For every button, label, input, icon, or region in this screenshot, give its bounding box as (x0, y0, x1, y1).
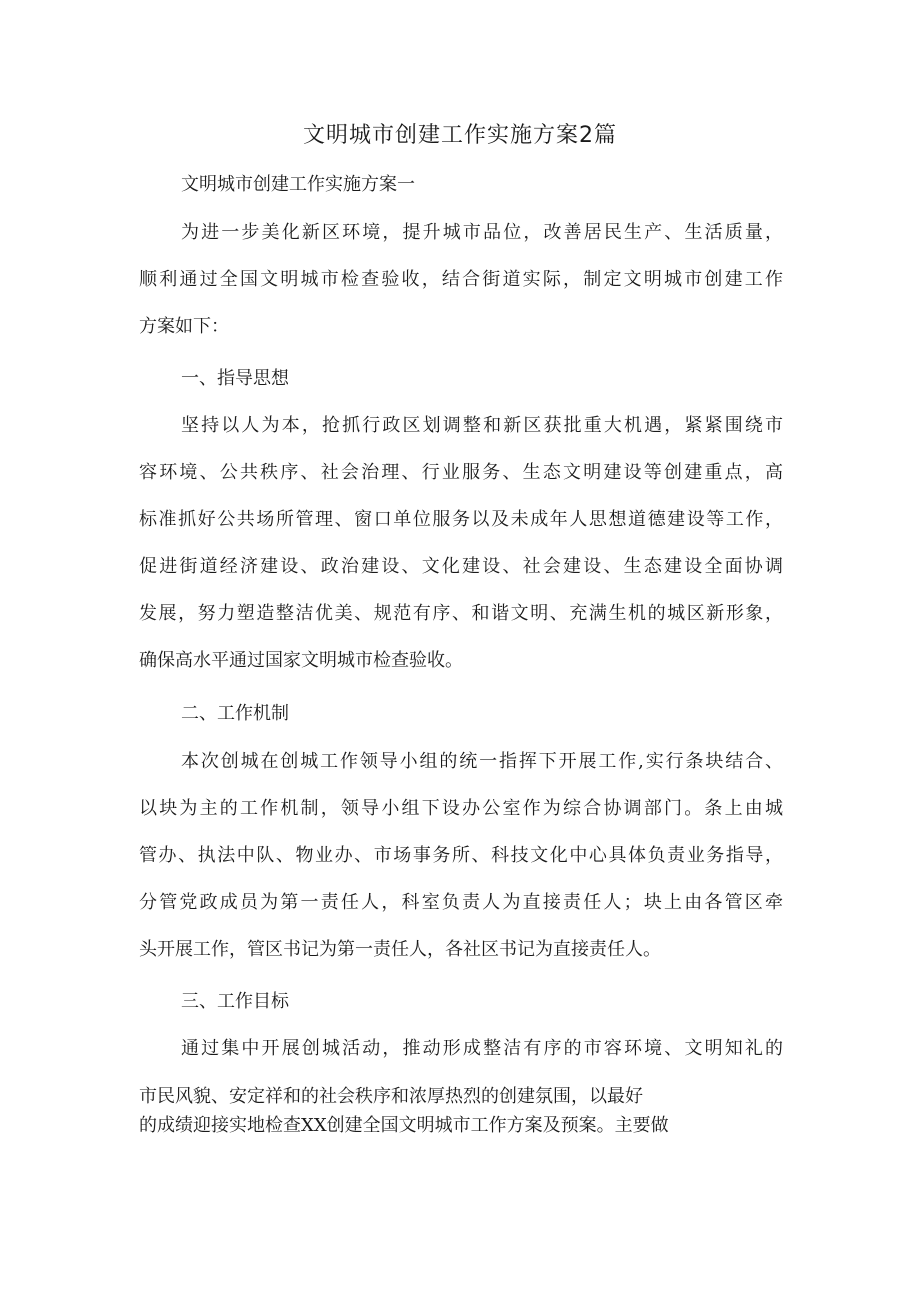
section3-line-1: 通过集中开展创城活动，推动形成整洁有序的市容环境、文明知礼的 (181, 1038, 783, 1059)
section3-line-3: 的成绩迎接实地检查XX创建全国文明城市工作方案及预案。主要做 (139, 1115, 669, 1136)
intro-line-3: 方案如下： (139, 316, 229, 337)
section1-line-1: 坚持以人为本，抢抓行政区划调整和新区获批重大机遇，紧紧围绕市 (181, 415, 783, 436)
section3-line-2: 市民风貌、安定祥和的社会秩序和浓厚热烈的创建氛围，以最好 (139, 1086, 643, 1107)
section1-heading: 一、指导思想 (181, 368, 289, 389)
section1-line-5: 发展，努力塑造整洁优美、规范有序、和谐文明、充满生机的城区新形象， (139, 603, 783, 624)
document-subtitle: 文明城市创建工作实施方案一 (181, 174, 415, 195)
section1-line-2: 容环境、公共秩序、社会治理、行业服务、生态文明建设等创建重点，高 (139, 462, 783, 483)
section3-heading: 三、工作目标 (181, 991, 289, 1012)
section2-heading: 二、工作机制 (181, 703, 289, 724)
section2-line-2: 以块为主的工作机制，领导小组下设办公室作为综合协调部门。条上由城 (139, 798, 783, 819)
section2-line-1: 本次创城在创城工作领导小组的统一指挥下开展工作,实行条块结合、 (181, 751, 783, 772)
section2-line-5: 头开展工作，管区书记为第一责任人，各社区书记为直接责任人。 (139, 939, 661, 960)
section1-line-6: 确保高水平通过国家文明城市检查验收。 (139, 650, 463, 671)
section1-line-4: 促进街道经济建设、政治建设、文化建设、社会建设、生态建设全面协调 (139, 556, 783, 577)
intro-line-2: 顺利通过全国文明城市检查验收，结合街道实际，制定文明城市创建工作 (139, 269, 783, 290)
document-title: 文明城市创建工作实施方案2篇 (303, 123, 617, 148)
intro-line-1: 为进一步美化新区环境，提升城市品位，改善居民生产、生活质量， (181, 222, 783, 243)
section1-line-3: 标准抓好公共场所管理、窗口单位服务以及未成年人思想道德建设等工作， (139, 509, 783, 530)
section2-line-4: 分管党政成员为第一责任人，科室负责人为直接责任人；块上由各管区牵 (139, 892, 783, 913)
section2-line-3: 管办、执法中队、物业办、市场事务所、科技文化中心具体负责业务指导， (139, 845, 783, 866)
